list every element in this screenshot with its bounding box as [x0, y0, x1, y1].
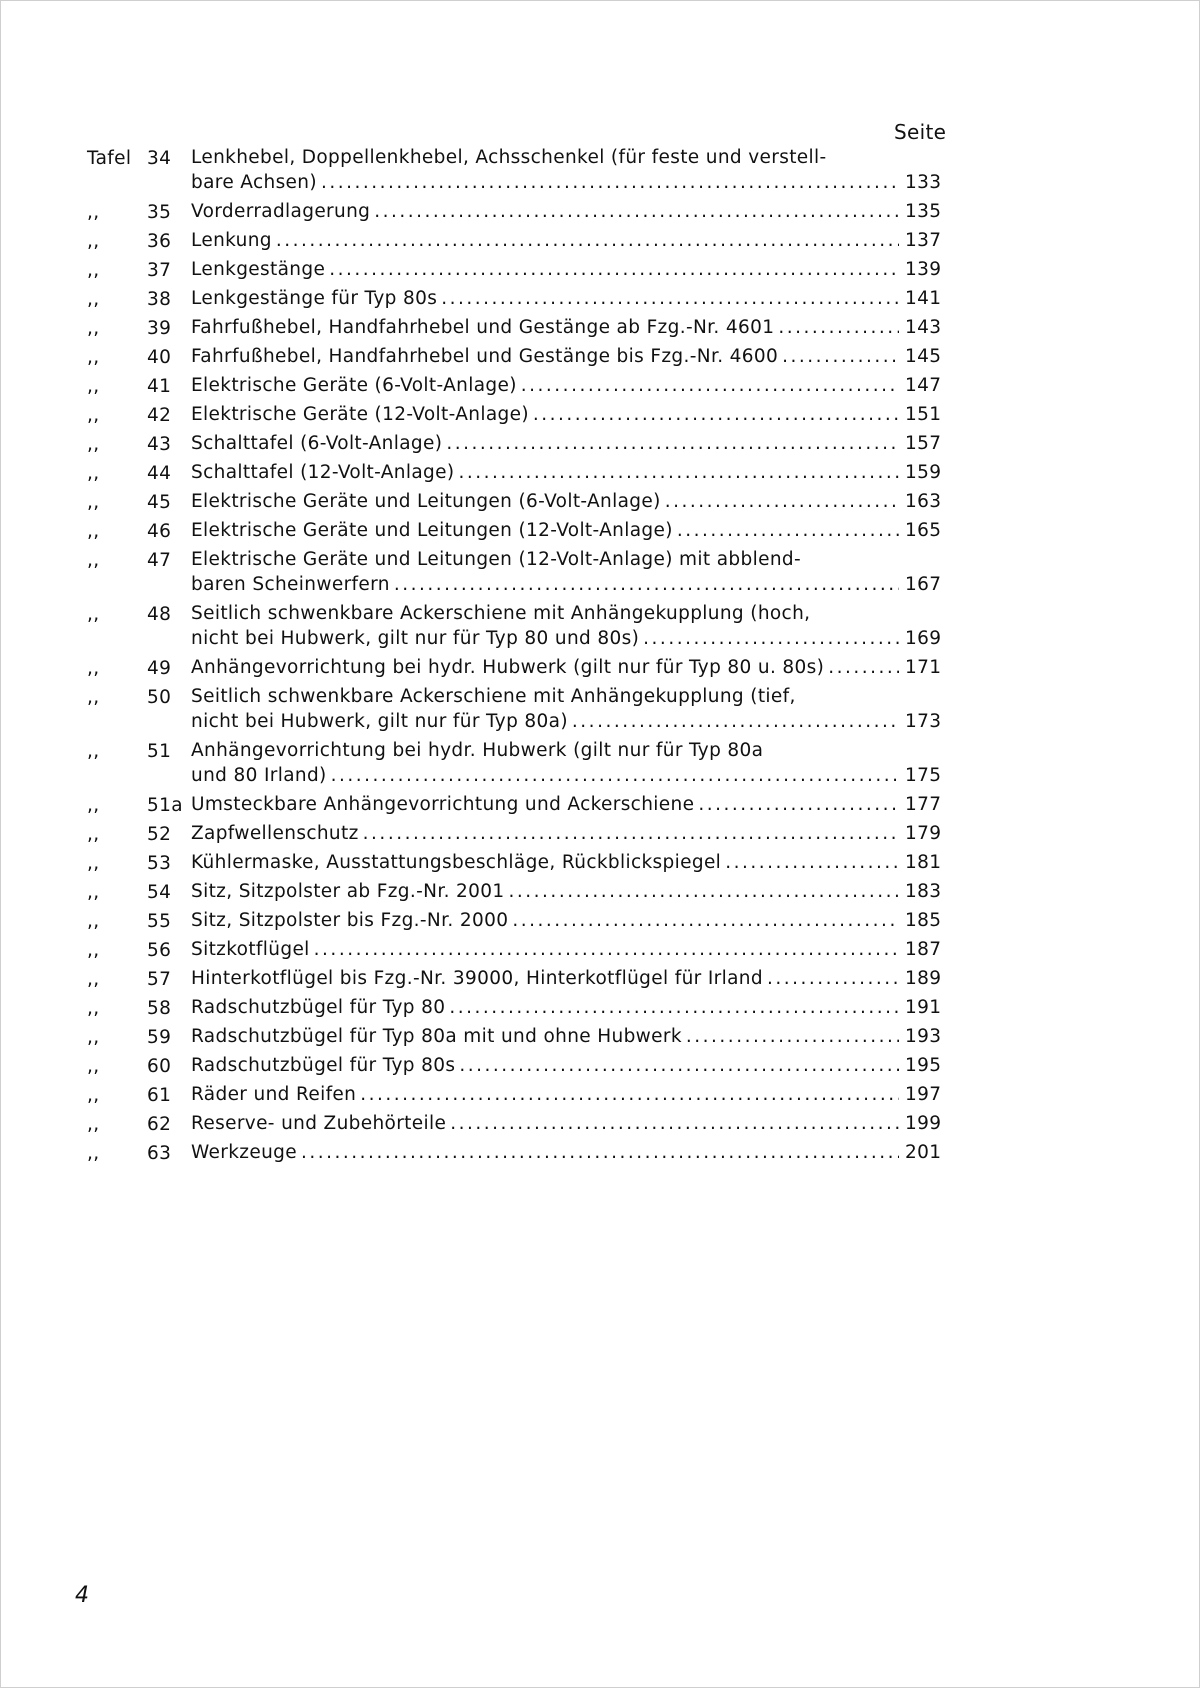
dot-leader — [450, 1111, 899, 1136]
toc-entry-body — [191, 315, 941, 340]
toc-entry-prefix: ,, — [87, 1027, 100, 1048]
toc-entry-title-line: Umsteckbare Anhängevorrichtung und Ackerschiene — [191, 794, 695, 815]
toc-entry-number: 60 — [147, 1056, 172, 1077]
toc-entry-page: 147 — [905, 375, 942, 396]
toc-entry-prefix: ,, — [87, 289, 100, 310]
toc-entry-prefix: ,, — [87, 940, 100, 961]
toc-entry-title-line: Räder und Reifen — [191, 1084, 357, 1105]
dot-leader — [276, 228, 899, 253]
dot-leader — [686, 1024, 899, 1049]
toc-entry-body — [191, 850, 941, 875]
toc-entry-page: 171 — [905, 657, 942, 678]
toc-entry-prefix: ,, — [87, 492, 100, 513]
toc-entry-last-line — [191, 908, 941, 933]
toc-entry-last-line — [191, 170, 941, 195]
toc-entry — [87, 257, 941, 282]
toc-entry-title-line: Sitz, Sitzpolster bis Fzg.-Nr. 2000 — [191, 910, 509, 931]
toc-entry-body — [191, 1140, 941, 1165]
toc-entry — [87, 315, 941, 340]
toc-entry-number: 45 — [147, 492, 172, 513]
toc-entry — [87, 1140, 941, 1165]
toc-entry-title-line: und 80 Irland) — [191, 765, 327, 786]
toc-entry-title-line: Hinterkotflügel bis Fzg.-Nr. 39000, Hinterkotflügel für Irland — [191, 968, 763, 989]
toc-entry-title-line: Lenkung — [191, 230, 272, 251]
toc-entry — [87, 792, 941, 817]
toc-entry-page: 159 — [905, 462, 942, 483]
toc-entry-last-line — [191, 655, 941, 680]
toc-entry — [87, 908, 941, 933]
toc-entry-number: 47 — [147, 550, 172, 571]
toc-entry-number: 58 — [147, 998, 172, 1019]
toc-entry-title-line: Elektrische Geräte und Leitungen (6-Volt-Anlage) — [191, 491, 661, 512]
toc-entry-prefix: ,, — [87, 434, 100, 455]
toc-entry-title-line: baren Scheinwerfern — [191, 574, 390, 595]
toc-entry-title-line: Lenkgestänge — [191, 259, 326, 280]
dot-leader — [509, 879, 899, 904]
dot-leader — [360, 1082, 899, 1107]
toc-entry-body — [191, 373, 941, 398]
toc-entry-body — [191, 738, 941, 788]
dot-leader — [512, 908, 899, 933]
toc-entry-title-line: Fahrfußhebel, Handfahrhebel und Gestänge bis Fzg.-Nr. 4600 — [191, 346, 779, 367]
dot-leader — [533, 402, 899, 427]
toc-entry-page: 179 — [905, 823, 942, 844]
toc-entry-page: 141 — [905, 288, 942, 309]
toc-entry-page: 145 — [905, 346, 942, 367]
toc-entry-body — [191, 1111, 941, 1136]
toc-entry-number: 46 — [147, 521, 172, 542]
toc-entry-prefix: ,, — [87, 376, 100, 397]
toc-entry-title-line: Elektrische Geräte und Leitungen (12-Volt-Anlage) — [191, 520, 673, 541]
toc-entry-last-line — [191, 286, 941, 311]
dot-leader — [331, 763, 899, 788]
toc-entry-last-line — [191, 763, 941, 788]
toc-entry-last-line — [191, 315, 941, 340]
toc-entry-title-line: Sitzkotflügel — [191, 939, 310, 960]
toc-entry-number: 56 — [147, 940, 172, 961]
toc-entry-number: 35 — [147, 202, 172, 223]
toc-entry-page: 181 — [905, 852, 942, 873]
toc-entry-prefix: ,, — [87, 521, 100, 542]
dot-leader — [458, 460, 899, 485]
toc-entry-prefix: ,, — [87, 687, 100, 708]
dot-leader — [782, 344, 899, 369]
toc-entry-prefix: ,, — [87, 231, 100, 252]
toc-entry-page: 139 — [905, 259, 942, 280]
toc-entry-last-line — [191, 879, 941, 904]
toc-entry-title-line: Schalttafel (6-Volt-Anlage) — [191, 433, 443, 454]
toc-entry-last-line — [191, 572, 941, 597]
toc-entry-last-line — [191, 373, 941, 398]
page-number: 4 — [75, 1583, 89, 1608]
toc-entry-title-line: nicht bei Hubwerk, gilt nur für Typ 80a) — [191, 711, 568, 732]
toc-entry-title-line: Radschutzbügel für Typ 80a mit und ohne Hubwerk — [191, 1026, 682, 1047]
toc-entry-number: 59 — [147, 1027, 172, 1048]
toc-entry — [87, 738, 941, 788]
toc-entry — [87, 1053, 941, 1078]
toc-entry-page: 195 — [905, 1055, 942, 1076]
toc-entry-body — [191, 821, 941, 846]
toc-entry — [87, 286, 941, 311]
toc-entry-last-line — [191, 1082, 941, 1107]
toc-entry-number: 57 — [147, 969, 172, 990]
toc-entry-last-line — [191, 1111, 941, 1136]
toc-entry — [87, 344, 941, 369]
toc-entry-page: 187 — [905, 939, 942, 960]
toc-entry — [87, 460, 941, 485]
toc-entry — [87, 547, 941, 597]
toc-entry-prefix: ,, — [87, 1056, 100, 1077]
toc-entry-prefix: ,, — [87, 202, 100, 223]
toc-entry-title-line: Elektrische Geräte und Leitungen (12-Volt-Anlage) mit abblend- — [191, 549, 802, 570]
toc-entry-title-line: Seitlich schwenkbare Ackerschiene mit Anhängekupplung (hoch, — [191, 603, 811, 624]
toc-entry-last-line — [191, 518, 941, 543]
dot-leader — [767, 966, 899, 991]
toc-entry — [87, 601, 941, 651]
dot-leader — [321, 170, 899, 195]
toc-entry-page: 199 — [905, 1113, 942, 1134]
toc-entry-page: 189 — [905, 968, 942, 989]
toc-entry-number: 61 — [147, 1085, 172, 1106]
toc-entry-last-line — [191, 489, 941, 514]
toc-entry-title-line: Radschutzbügel für Typ 80 — [191, 997, 446, 1018]
toc-entry-last-line — [191, 821, 941, 846]
toc-entry — [87, 199, 941, 224]
toc-entry-prefix: ,, — [87, 658, 100, 679]
toc-entry-page: 135 — [905, 201, 942, 222]
toc-entry-page: 157 — [905, 433, 942, 454]
toc-entry-prefix: ,, — [87, 1143, 100, 1164]
toc-entry-prefix: ,, — [87, 1085, 100, 1106]
toc-entry-number: 44 — [147, 463, 172, 484]
toc-entry-number: 42 — [147, 405, 172, 426]
toc-entry-page: 175 — [905, 765, 942, 786]
toc-entry — [87, 518, 941, 543]
dot-leader — [441, 286, 899, 311]
toc-entry-number: 36 — [147, 231, 172, 252]
toc-entry-prefix: ,, — [87, 741, 100, 762]
toc-entry-title-line: Vorderradlagerung — [191, 201, 371, 222]
toc-entry-page: 191 — [905, 997, 942, 1018]
toc-entry-body — [191, 518, 941, 543]
dot-leader — [314, 937, 899, 962]
toc-entry-prefix: ,, — [87, 969, 100, 990]
toc-entry-prefix: ,, — [87, 911, 100, 932]
toc-entry-number: 43 — [147, 434, 172, 455]
toc-entry-page: 185 — [905, 910, 942, 931]
toc-entry-last-line — [191, 995, 941, 1020]
dot-leader — [446, 431, 899, 456]
toc-entry-prefix: ,, — [87, 260, 100, 281]
dot-leader — [363, 821, 899, 846]
dot-leader — [521, 373, 899, 398]
toc-entry-body — [191, 199, 941, 224]
toc-entry-number: 40 — [147, 347, 172, 368]
toc-entry-prefix: ,, — [87, 795, 100, 816]
toc-entry-body — [191, 879, 941, 904]
table-of-contents — [87, 145, 941, 1169]
toc-entry-prefix: ,, — [87, 405, 100, 426]
toc-entry-last-line — [191, 199, 941, 224]
toc-entry — [87, 402, 941, 427]
dot-leader — [572, 709, 899, 734]
toc-entry-prefix: ,, — [87, 604, 100, 625]
dot-leader — [677, 518, 899, 543]
toc-entry-page: 197 — [905, 1084, 942, 1105]
toc-entry-body — [191, 402, 941, 427]
toc-entry-prefix: ,, — [87, 550, 100, 571]
toc-entry-body — [191, 601, 941, 651]
toc-entry — [87, 489, 941, 514]
toc-entry-number: 63 — [147, 1143, 172, 1164]
toc-entry-number: 34 — [147, 148, 172, 169]
toc-entry-title-line: Elektrische Geräte (12-Volt-Anlage) — [191, 404, 529, 425]
toc-entry-last-line — [191, 709, 941, 734]
toc-entry-title-line: Schalttafel (12-Volt-Anlage) — [191, 462, 455, 483]
toc-entry — [87, 1024, 941, 1049]
dot-leader — [301, 1140, 899, 1165]
toc-entry-number: 48 — [147, 604, 172, 625]
toc-entry-body — [191, 344, 941, 369]
toc-entry-page: 163 — [905, 491, 942, 512]
toc-entry-body — [191, 460, 941, 485]
toc-entry-title-line: Seitlich schwenkbare Ackerschiene mit Anhängekupplung (tief, — [191, 686, 796, 707]
toc-entry-body — [191, 145, 941, 195]
toc-entry-last-line — [191, 850, 941, 875]
toc-entry-title-line: Kühlermaske, Ausstattungsbeschläge, Rückblickspiegel — [191, 852, 722, 873]
toc-entry — [87, 1082, 941, 1107]
toc-entry-last-line — [191, 966, 941, 991]
toc-entry-number: 52 — [147, 824, 172, 845]
toc-entry-last-line — [191, 792, 941, 817]
dot-leader — [725, 850, 899, 875]
toc-entry-body — [191, 286, 941, 311]
toc-entry-last-line — [191, 431, 941, 456]
toc-entry-page: 183 — [905, 881, 942, 902]
toc-entry-page: 133 — [905, 172, 942, 193]
toc-entry-page: 137 — [905, 230, 942, 251]
toc-entry-number: 51 — [147, 741, 172, 762]
toc-entry-page: 177 — [905, 794, 942, 815]
toc-entry — [87, 1111, 941, 1136]
toc-entry — [87, 373, 941, 398]
toc-entry — [87, 937, 941, 962]
toc-entry-title-line: Anhängevorrichtung bei hydr. Hubwerk (gilt nur für Typ 80 u. 80s) — [191, 657, 825, 678]
toc-entry-title-line: nicht bei Hubwerk, gilt nur für Typ 80 und 80s) — [191, 628, 640, 649]
toc-entry-prefix: ,, — [87, 1114, 100, 1135]
toc-entry-last-line — [191, 1053, 941, 1078]
toc-entry-prefix: ,, — [87, 347, 100, 368]
toc-entry-number: 50 — [147, 687, 172, 708]
toc-entry-last-line — [191, 228, 941, 253]
toc-entry-title-line: Lenkgestänge für Typ 80s — [191, 288, 438, 309]
toc-entry-title-line: Zapfwellenschutz — [191, 823, 359, 844]
toc-entry-body — [191, 966, 941, 991]
toc-entry-last-line — [191, 402, 941, 427]
dot-leader — [374, 199, 899, 224]
dot-leader — [778, 315, 899, 340]
toc-entry-page: 167 — [905, 574, 942, 595]
toc-entry — [87, 655, 941, 680]
toc-entry-body — [191, 489, 941, 514]
toc-entry-prefix: ,, — [87, 318, 100, 339]
toc-entry-last-line — [191, 257, 941, 282]
dot-leader — [643, 626, 899, 651]
toc-entry — [87, 431, 941, 456]
toc-entry-title-line: Radschutzbügel für Typ 80s — [191, 1055, 456, 1076]
toc-entry-title-line: Reserve- und Zubehörteile — [191, 1113, 447, 1134]
toc-entry-body — [191, 1053, 941, 1078]
toc-entry-last-line — [191, 937, 941, 962]
toc-entry-body — [191, 1082, 941, 1107]
toc-entry-prefix: ,, — [87, 463, 100, 484]
toc-entry — [87, 821, 941, 846]
toc-entry-last-line — [191, 460, 941, 485]
toc-entry-prefix: Tafel — [87, 148, 132, 169]
toc-entry-title-line: Lenkhebel, Doppellenkhebel, Achsschenkel (für feste und verstell- — [191, 147, 827, 168]
toc-entry-prefix: ,, — [87, 853, 100, 874]
toc-entry-last-line — [191, 626, 941, 651]
toc-entry-number: 51a — [147, 795, 183, 816]
toc-entry-number: 54 — [147, 882, 172, 903]
toc-entry-body — [191, 995, 941, 1020]
toc-entry — [87, 145, 941, 195]
toc-entry — [87, 995, 941, 1020]
dot-leader — [459, 1053, 899, 1078]
toc-entry-number: 38 — [147, 289, 172, 310]
toc-entry-body — [191, 792, 941, 817]
toc-entry-page: 173 — [905, 711, 942, 732]
toc-entry-page: 193 — [905, 1026, 942, 1047]
toc-entry-number: 53 — [147, 853, 172, 874]
toc-entry-title-line: Sitz, Sitzpolster ab Fzg.-Nr. 2001 — [191, 881, 505, 902]
toc-entry-title-line: Fahrfußhebel, Handfahrhebel und Gestänge ab Fzg.-Nr. 4601 — [191, 317, 775, 338]
toc-entry-page: 169 — [905, 628, 942, 649]
toc-entry-page: 201 — [905, 1142, 942, 1163]
dot-leader — [665, 489, 899, 514]
toc-entry-body — [191, 655, 941, 680]
toc-entry-last-line — [191, 1024, 941, 1049]
toc-entry-body — [191, 228, 941, 253]
toc-entry-number: 39 — [147, 318, 172, 339]
toc-entry-body — [191, 431, 941, 456]
toc-entry-body — [191, 1024, 941, 1049]
toc-entry-number: 62 — [147, 1114, 172, 1135]
toc-entry-page: 151 — [905, 404, 942, 425]
page-column-header: Seite — [894, 120, 947, 144]
dot-leader — [449, 995, 899, 1020]
toc-entry-number: 55 — [147, 911, 172, 932]
toc-entry-last-line — [191, 344, 941, 369]
toc-entry — [87, 966, 941, 991]
dot-leader — [698, 792, 899, 817]
toc-entry-prefix: ,, — [87, 882, 100, 903]
toc-entry-title-line: Anhängevorrichtung bei hydr. Hubwerk (gilt nur für Typ 80a — [191, 740, 764, 761]
toc-entry-page: 143 — [905, 317, 942, 338]
toc-entry — [87, 879, 941, 904]
toc-entry-body — [191, 937, 941, 962]
toc-entry — [87, 850, 941, 875]
toc-entry-title-line: bare Achsen) — [191, 172, 317, 193]
dot-leader — [828, 655, 899, 680]
toc-entry-body — [191, 547, 941, 597]
dot-leader — [394, 572, 899, 597]
dot-leader — [329, 257, 899, 282]
toc-entry — [87, 228, 941, 253]
toc-entry-body — [191, 257, 941, 282]
toc-entry-prefix: ,, — [87, 824, 100, 845]
toc-entry-title-line: Werkzeuge — [191, 1142, 298, 1163]
toc-entry-page: 165 — [905, 520, 942, 541]
toc-entry-number: 37 — [147, 260, 172, 281]
toc-entry — [87, 684, 941, 734]
toc-entry-body — [191, 908, 941, 933]
toc-entry-prefix: ,, — [87, 998, 100, 1019]
toc-entry-title-line: Elektrische Geräte (6-Volt-Anlage) — [191, 375, 517, 396]
toc-entry-last-line — [191, 1140, 941, 1165]
toc-entry-body — [191, 684, 941, 734]
toc-entry-number: 41 — [147, 376, 172, 397]
toc-entry-number: 49 — [147, 658, 172, 679]
